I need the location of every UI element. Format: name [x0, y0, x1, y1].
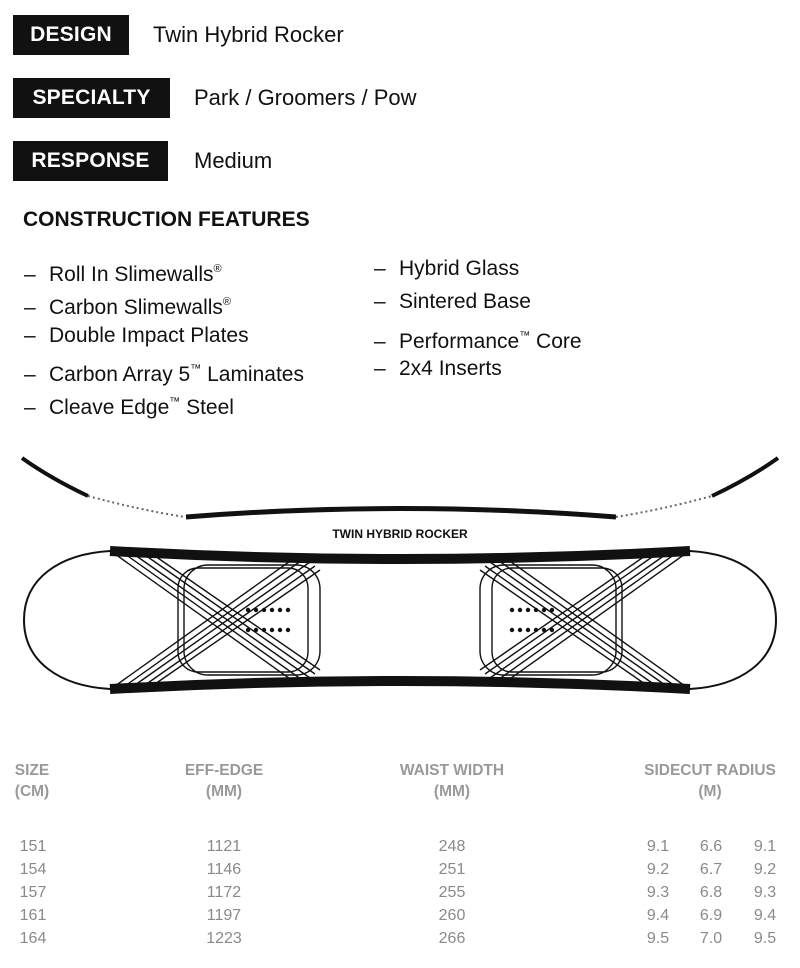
header-sidecut-title: SIDECUT RADIUS: [644, 762, 776, 779]
spec-value-response: Medium: [194, 148, 273, 173]
header-size: [2, 760, 62, 802]
spec-specialty: [13, 77, 417, 119]
feature-text: Sintered Base: [399, 290, 531, 314]
header-eff-edge: [174, 760, 274, 802]
feature-item: [24, 288, 304, 321]
feature-text-after: Core: [530, 329, 582, 353]
feature-text-after: Laminates: [201, 362, 304, 386]
list-dash: –: [24, 396, 36, 420]
feature-text: Roll In Slimewalls: [49, 263, 214, 286]
spec-value-design: Twin Hybrid Rocker: [153, 22, 344, 47]
feature-mark: ®: [222, 296, 232, 309]
cell-sidecut: 9.1: [646, 838, 670, 855]
header-waist-title: WAIST WIDTH: [399, 762, 505, 779]
cell-sidecut: 6.9: [699, 907, 723, 924]
list-dash: –: [374, 257, 386, 280]
feature-item: [24, 355, 304, 388]
cell-sidecut: 9.5: [753, 930, 777, 947]
cell-eff-edge: 1121: [206, 838, 242, 855]
cell-waist: 248: [438, 838, 466, 855]
spec-design: [13, 14, 344, 56]
feature-text: Double Impact Plates: [49, 323, 249, 347]
spec-label-specialty: SPECIALTY: [13, 78, 170, 118]
cell-waist: 260: [438, 907, 466, 924]
cell-eff-edge: 1197: [206, 907, 242, 924]
cell-sidecut: 9.4: [646, 907, 670, 924]
features-list-right: [374, 255, 582, 388]
cell-sidecut: 6.6: [699, 838, 723, 855]
insert-holes-right: [510, 608, 554, 632]
cell-sidecut: 6.7: [699, 861, 723, 878]
header-sidecut: [630, 760, 790, 802]
header-size-title: SIZE: [14, 762, 50, 779]
feature-mark: ™: [519, 329, 531, 342]
size-spec-table: [0, 760, 800, 960]
cell-size: 164: [19, 930, 47, 947]
cell-eff-edge: 1172: [206, 884, 242, 901]
feature-mark: ®: [213, 263, 222, 275]
feature-text-after: Steel: [180, 396, 234, 420]
feature-item: [24, 322, 304, 355]
cell-size: 157: [19, 884, 47, 901]
feature-item: [374, 355, 582, 388]
feature-text: 2x4 Inserts: [399, 356, 502, 380]
feature-text: Carbon Slimewalls: [49, 296, 223, 320]
list-dash: –: [24, 362, 36, 386]
cell-sidecut: 9.2: [646, 861, 670, 878]
feature-text: Carbon Array 5: [49, 362, 191, 386]
spec-response: [13, 140, 272, 182]
cell-size: 151: [19, 838, 47, 855]
feature-text: Cleave Edge: [49, 396, 170, 420]
binding-zone-left: [115, 554, 320, 686]
construction-title: CONSTRUCTION FEATURES: [23, 208, 310, 231]
cell-sidecut: 9.3: [753, 884, 777, 901]
board-diagram: [0, 448, 800, 710]
insert-holes-left: [246, 608, 290, 632]
list-dash: –: [24, 296, 36, 320]
cell-eff-edge: 1223: [206, 930, 242, 947]
feature-mark: ™: [190, 362, 202, 375]
feature-item: [24, 388, 304, 421]
cell-size: 161: [19, 907, 47, 924]
cell-sidecut: 9.1: [753, 838, 777, 855]
list-dash: –: [374, 290, 386, 314]
list-dash: –: [24, 323, 36, 347]
binding-zone-right: [480, 554, 685, 686]
cell-waist: 266: [438, 930, 466, 947]
cell-waist: 255: [438, 884, 466, 901]
cell-waist: 251: [438, 861, 466, 878]
feature-text: Performance: [399, 329, 520, 353]
list-dash: –: [24, 263, 36, 286]
cell-sidecut: 9.4: [753, 907, 777, 924]
rocker-profile: [22, 458, 778, 517]
header-eff-edge-title: EFF-EDGE: [184, 762, 264, 779]
cell-sidecut: 7.0: [699, 930, 723, 947]
board-outline: [24, 551, 776, 689]
spec-label-design: DESIGN: [13, 15, 129, 55]
header-size-unit: (CM): [14, 783, 50, 800]
cell-eff-edge: 1146: [206, 861, 242, 878]
feature-mark: ™: [169, 396, 181, 409]
feature-item: [374, 255, 582, 288]
header-eff-edge-unit: (MM): [205, 783, 243, 800]
feature-item: [374, 288, 582, 321]
profile-label: TWIN HYBRID ROCKER: [332, 527, 468, 541]
cell-size: 154: [19, 861, 47, 878]
spec-label-response: RESPONSE: [13, 141, 168, 181]
list-dash: –: [374, 356, 386, 380]
header-waist: [386, 760, 518, 802]
cell-sidecut: 9.3: [646, 884, 670, 901]
cell-sidecut: 9.5: [646, 930, 670, 947]
header-sidecut-unit: (M): [698, 783, 722, 800]
header-waist-unit: (MM): [433, 783, 471, 800]
feature-item: [24, 255, 304, 288]
cell-sidecut: 9.2: [753, 861, 777, 878]
cell-sidecut: 6.8: [699, 884, 723, 901]
features-list-left: [24, 255, 304, 421]
list-dash: –: [374, 329, 386, 353]
spec-value-specialty: Park / Groomers / Pow: [194, 85, 417, 110]
feature-item: [374, 322, 582, 355]
feature-text: Hybrid Glass: [399, 257, 520, 280]
